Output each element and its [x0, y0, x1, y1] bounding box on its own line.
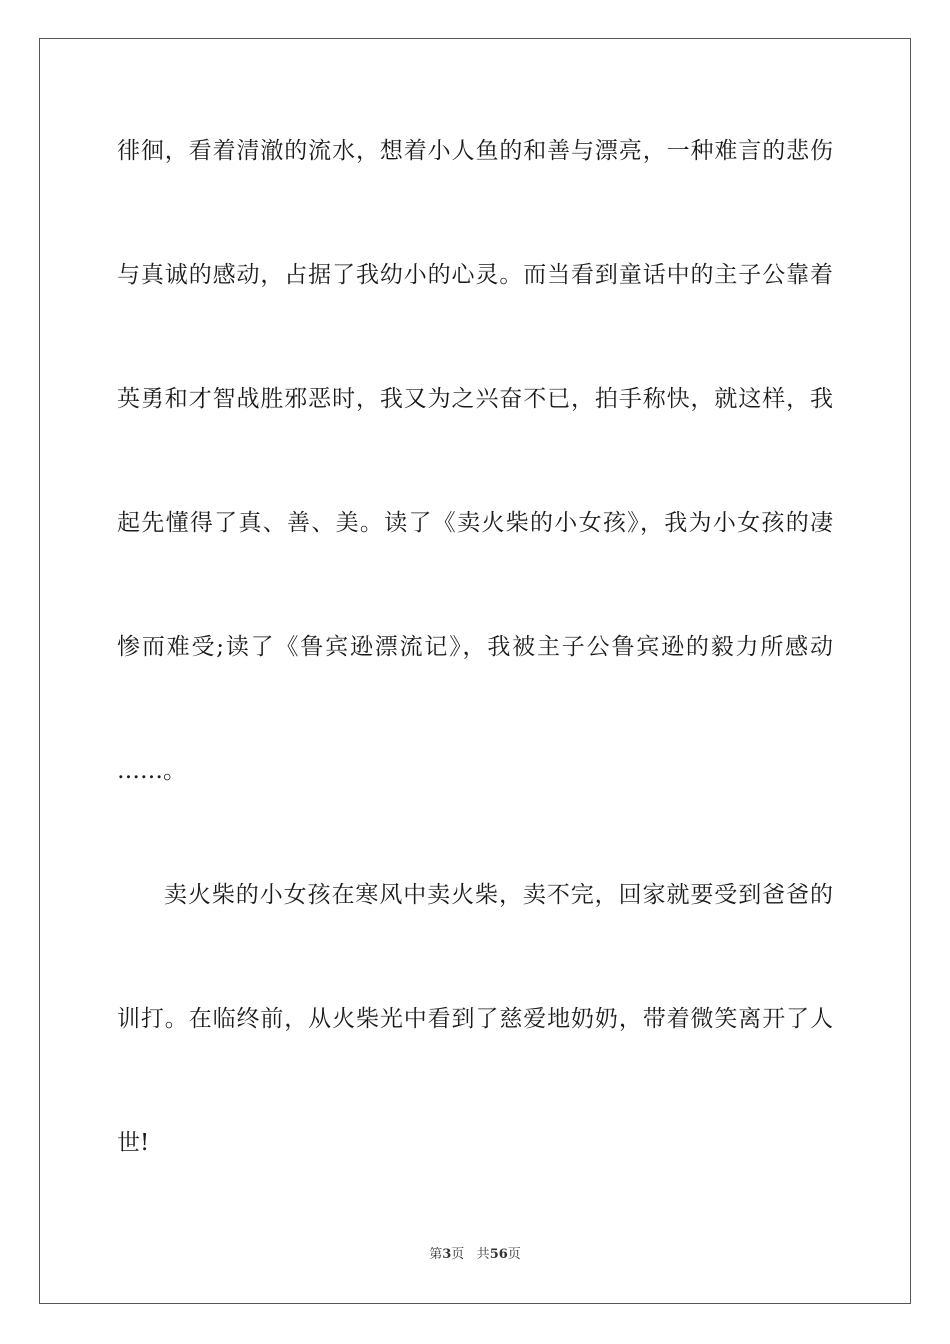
paragraph-line: 世!	[117, 1130, 150, 1156]
page-current: 3	[442, 1247, 452, 1262]
paragraph-line: ……。	[117, 758, 186, 784]
paragraph-line: 与真诚的感动，占据了我幼小的心灵。而当看到童话中的主子公靠着	[117, 262, 833, 288]
page-footer	[0, 1246, 950, 1264]
paragraph-line: 惨而难受;读了《鲁宾逊漂流记》，我被主子公鲁宾逊的毅力所感动	[117, 634, 833, 660]
page-suffix: 页	[451, 1247, 465, 1262]
paragraph-line: 英勇和才智战胜邪恶时，我又为之兴奋不已，拍手称快，就这样，我	[117, 386, 833, 412]
page-total: 56	[489, 1247, 508, 1262]
paragraph-line: 徘徊，看着清澈的流水，想着小人鱼的和善与漂亮，一种难言的悲伤	[117, 138, 833, 164]
total-suffix: 页	[507, 1247, 521, 1262]
page-prefix: 第	[429, 1247, 443, 1262]
page-border	[39, 38, 911, 1304]
paragraph-line: 卖火柴的小女孩在寒风中卖火柴，卖不完，回家就要受到爸爸的	[164, 882, 833, 908]
total-prefix: 共	[476, 1247, 490, 1262]
paragraph-line: 起先懂得了真、善、美。读了《卖火柴的小女孩》，我为小女孩的凄	[117, 510, 833, 536]
paragraph-line: 训打。在临终前，从火柴光中看到了慈爱地奶奶，带着微笑离开了人	[117, 1006, 833, 1032]
